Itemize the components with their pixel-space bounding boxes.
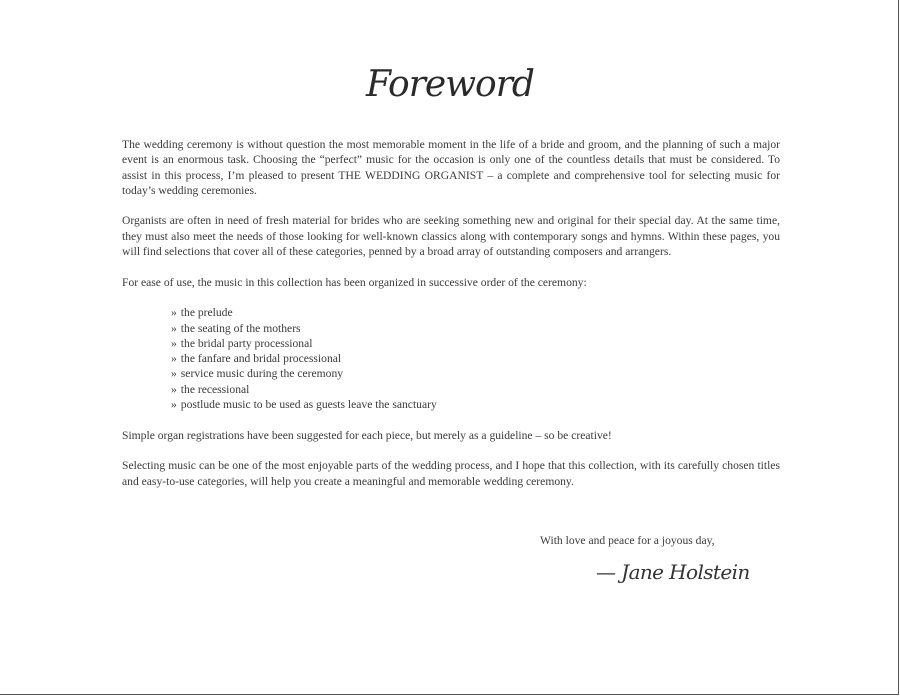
bullet-icon: » bbox=[171, 336, 177, 350]
list-item: » the bridal party processional bbox=[171, 336, 313, 350]
list-item: » service music during the ceremony bbox=[171, 367, 344, 381]
list-item: » postlude music to be used as guests leave the sanctuary bbox=[171, 398, 437, 412]
closing-line: With love and peace for a joyous day, bbox=[540, 534, 715, 547]
bullet-icon: » bbox=[171, 321, 177, 335]
page-title: Foreword bbox=[366, 64, 534, 105]
paragraph-conclusion: Selecting music can be one of the most enjoyable parts of the wedding process, and I hope that this collection, with its carefully chosen titles and easy-to-use categories, will help you create a meaningful and memorable wedding ceremony. bbox=[122, 459, 780, 488]
bullet-icon: » bbox=[171, 352, 177, 366]
bullet-icon: » bbox=[171, 382, 177, 396]
bullet-icon: » bbox=[171, 398, 177, 412]
paragraph-intro: The wedding ceremony is without question the most memorable moment in the life of a bride and groom, and the planning of such a major event is an enormous task. Choosing the “perfect” music for the occasion is only one of the countless details that must be considered. To assist in this process, I’m pleased to present THE WEDDING ORGANIST – a complete and comprehensive tool for selecting music for today’s wedding ceremonies. bbox=[122, 138, 780, 197]
ceremony-order-list bbox=[122, 305, 780, 412]
list-item: » the fanfare and bridal processional bbox=[171, 352, 342, 366]
bullet-icon: » bbox=[171, 367, 177, 381]
paragraph-organization: For ease of use, the music in this collection has been organized in successive order of the ceremony: bbox=[122, 275, 587, 289]
signature: — Jane Holstein bbox=[596, 560, 750, 584]
list-item: » the recessional bbox=[171, 382, 250, 396]
paragraph-organists: Organists are often in need of fresh material for brides who are seeking something new and original for their special day. At the same time, they must also meet the needs of those looking for well-known classics along with contemporary songs and hymns. Within these pages, you will find selections that cover all of these categories, penned by a broad array of outstanding composers and arrangers. bbox=[122, 214, 780, 259]
bullet-icon: » bbox=[171, 306, 177, 320]
list-item: » the seating of the mothers bbox=[171, 321, 301, 335]
paragraph-registrations: Simple organ registrations have been suggested for each piece, but merely as a guideline – so be creative! bbox=[122, 428, 612, 442]
foreword-body bbox=[122, 137, 780, 504]
list-item: » the prelude bbox=[171, 306, 233, 320]
